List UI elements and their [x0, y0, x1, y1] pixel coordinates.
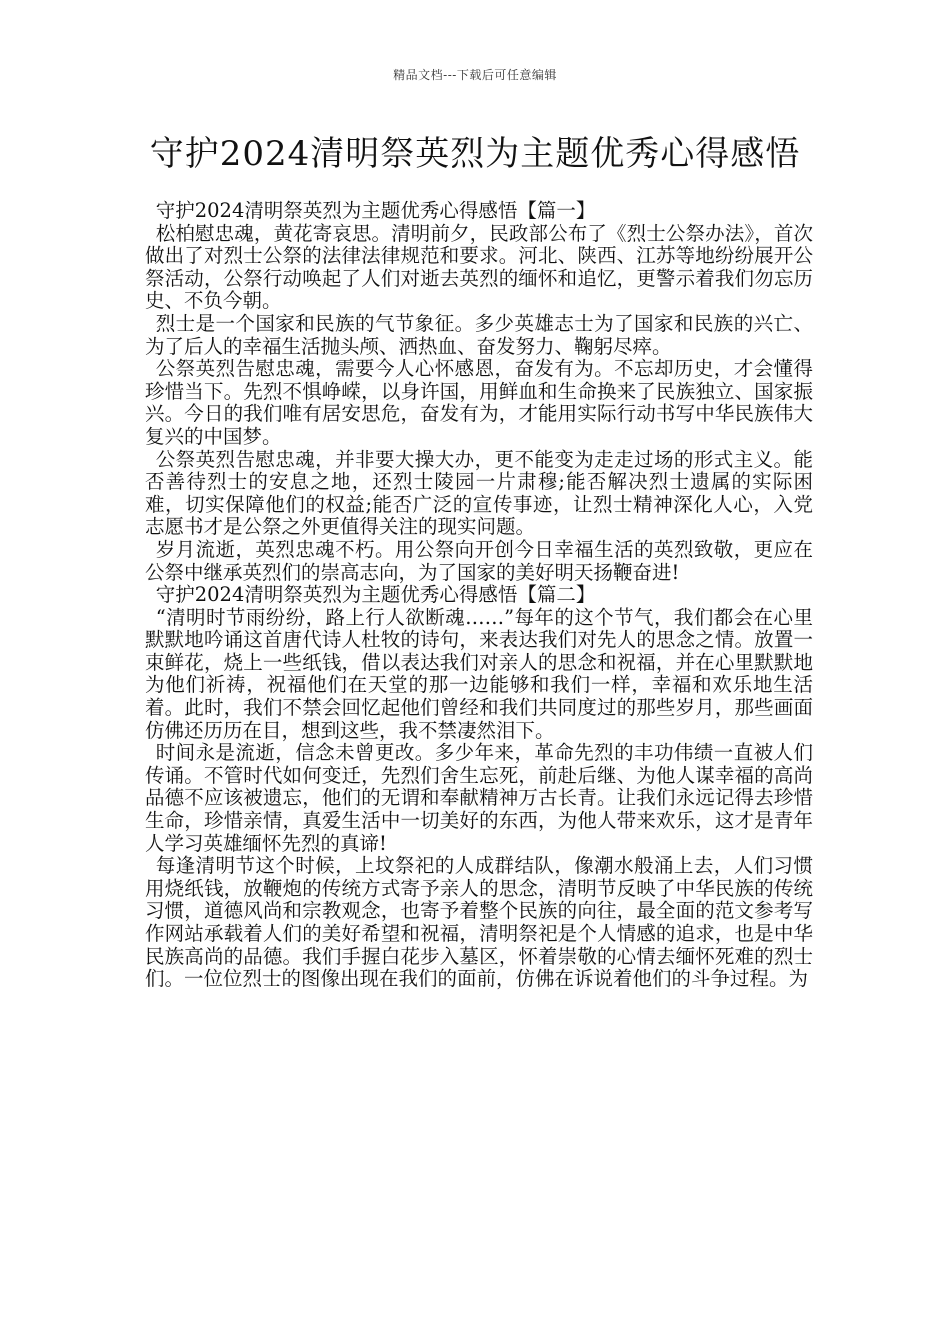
- paragraph: “清明时节雨纷纷，路上行人欲断魂……”每年的这个节气，我们都会在心里默默地吟诵这首唐代诗人杜牧的诗句，来表达我们对先人的思念之情。放置一束鲜花，烧上一些纸钱，借以表达我们对亲人的思念和祝福，并在心里默默地为他们祈祷，祝福他们在天堂的那一边能够和我们一样，幸福和欢乐地生活着。此时，我们不禁会回忆起他们曾经和我们共同度过的那些岁月，那些画面仿佛还历历在目，想到这些，我不禁凄然泪下。: [145, 605, 813, 742]
- paragraph: 岁月流逝，英烈忠魂不朽。用公祭向开创今日幸福生活的英烈致敬，更应在公祭中继承英烈们的崇高志向，为了国家的美好明天扬鞭奋进!: [145, 537, 813, 584]
- section-heading-part-two: 守护2024清明祭英烈为主题优秀心得感悟【篇二】: [155, 583, 596, 607]
- document-body: [145, 200, 813, 991]
- page-header-note: 精品文档---下载后可任意编辑: [393, 68, 557, 82]
- document-title: 守护2024清明祭英烈为主题优秀心得感悟: [149, 134, 801, 174]
- paragraph: 公祭英烈告慰忠魂，并非要大操大办，更不能变为走走过场的形式主义。能否善待烈士的安息之地，还烈士陵园一片肃穆;能否解决烈士遗属的实际困难，切实保障他们的权益;能否广泛的宣传事迹，让烈士精神深化人心，入党志愿书才是公祭之外更值得关注的现实问题。: [145, 447, 813, 539]
- paragraph: 松柏慰忠魂，黄花寄哀思。清明前夕，民政部公布了《烈士公祭办法》，首次做出了对烈士公祭的法律法律规范和要求。河北、陕西、江苏等地纷纷展开公祭活动，公祭行动唤起了人们对逝去英烈的缅怀和追忆，更警示着我们勿忘历史、不负今朝。: [145, 221, 813, 313]
- paragraph: 时间永是流逝，信念未曾更改。多少年来，革命先烈的丰功伟绩一直被人们传诵。不管时代如何变迁，先烈们舍生忘死，前赴后继、为他人谋幸福的高尚品德不应该被遗忘，他们的无谓和奉献精神万古长青。让我们永远记得去珍惜生命，珍惜亲情，真爱生活中一切美好的东西，为他人带来欢乐，这才是青年人学习英雄缅怀先烈的真谛!: [145, 741, 813, 855]
- paragraph: 每逢清明节这个时候，上坟祭祀的人成群结队，像潮水般涌上去，人们习惯用烧纸钱，放鞭炮的传统方式寄予亲人的思念，清明节反映了中华民族的传统习惯，道德风尚和宗教观念，也寄予着整个民族的向往，最全面的范文参考写作网站承载着人们的美好希望和祝福，清明祭祀是个人情感的追求，也是中华民族高尚的品德。我们手握白花步入墓区，怀着崇敬的心情去缅怀死难的烈士们。一位位烈士的图像出现在我们的面前，仿佛在诉说着他们的斗争过程。为: [145, 854, 813, 991]
- paragraph: 烈士是一个国家和民族的气节象征。多少英雄志士为了国家和民族的兴亡、为了后人的幸福生活抛头颅、洒热血、奋发努力、鞠躬尽瘁。: [145, 311, 813, 358]
- section-heading-part-one: 守护2024清明祭英烈为主题优秀心得感悟【篇一】: [155, 199, 596, 222]
- paragraph: 公祭英烈告慰忠魂，需要今人心怀感恩，奋发有为。不忘却历史，才会懂得珍惜当下。先烈不惧峥嵘，以身许国，用鲜血和生命换来了民族独立、国家振兴。今日的我们唯有居安思危，奋发有为，才能用实际行动书写中华民族伟大复兴的中国梦。: [145, 357, 813, 448]
